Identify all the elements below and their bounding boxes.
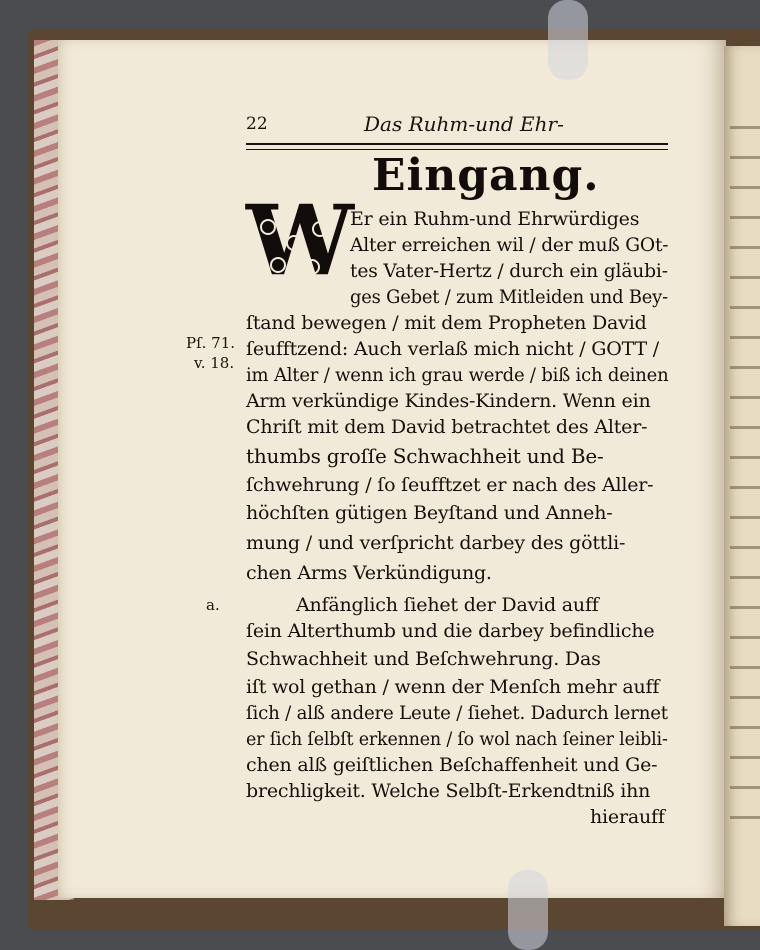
text-line: im Alter / wenn ich grau werde / biß ich deinen <box>246 364 669 386</box>
page-clip-bottom <box>508 870 548 950</box>
text-line: chen Arms Verkündigung. <box>246 562 492 584</box>
section-heading: Eingang. <box>372 150 600 201</box>
text-line: höchſten gütigen Beyſtand und Anneh- <box>246 502 613 524</box>
text-line: Arm verkündige Kindes-Kindern. Wenn ein <box>246 390 651 412</box>
text-line: Chriſt mit dem David betrachtet des Alter- <box>246 416 648 438</box>
margin-note-verse: v. 18. <box>194 354 235 372</box>
text-line: chen alß geiſtlichen Beſchaffenheit und Ge- <box>246 754 658 776</box>
margin-note-psalm: Pſ. 71. <box>186 334 236 352</box>
text-line: Anfänglich ſiehet der David auff <box>296 594 599 616</box>
page-header <box>246 112 668 140</box>
initial-letter: W <box>246 184 354 297</box>
text-line: er ſich ſelbſt erkennen / ſo wol nach ſeiner leibli- <box>246 728 668 750</box>
facing-page-edge <box>724 46 760 926</box>
text-line: Alter erreichen wil / der muß GOt- <box>350 234 669 256</box>
decorated-initial <box>246 184 354 297</box>
catchword: hierauff <box>590 806 665 828</box>
text-line: Er ein Ruhm-und Ehrwürdiges <box>350 208 640 230</box>
text-line: brechligkeit. Welche Selbſt-Erkendtniß ihn <box>246 780 651 802</box>
text-line: mung / und verſpricht darbey des göttli- <box>246 532 626 554</box>
text-line: ſeufftzend: Auch verlaß mich nicht / GOTT / <box>246 338 659 360</box>
text-line: ſein Alterthumb und die darbey befindliche <box>246 620 655 642</box>
margin-note-a: a. <box>206 596 220 614</box>
text-line: tes Vater-Hertz / durch ein gläubi- <box>350 260 668 282</box>
header-rule <box>246 143 668 150</box>
text-line: thumbs groſſe Schwachheit und Be- <box>246 444 604 468</box>
running-head: Das Ruhm-und Ehr- <box>364 112 564 136</box>
text-line: ſtand bewegen / mit dem Propheten David <box>246 312 647 334</box>
page-clip-top <box>548 0 588 80</box>
text-line: iſt wol gethan / wenn der Menſch mehr auff <box>246 676 660 698</box>
page-number: 22 <box>246 114 268 134</box>
text-line: ſchwehrung / ſo ſeufftzet er nach des Aller- <box>246 474 654 496</box>
text-line: ſich / alß andere Leute / ſiehet. Dadurch lernet <box>246 702 668 724</box>
text-line: Schwachheit und Beſchwehrung. Das <box>246 648 601 670</box>
text-line: ges Gebet / zum Mitleiden und Bey- <box>350 286 668 308</box>
